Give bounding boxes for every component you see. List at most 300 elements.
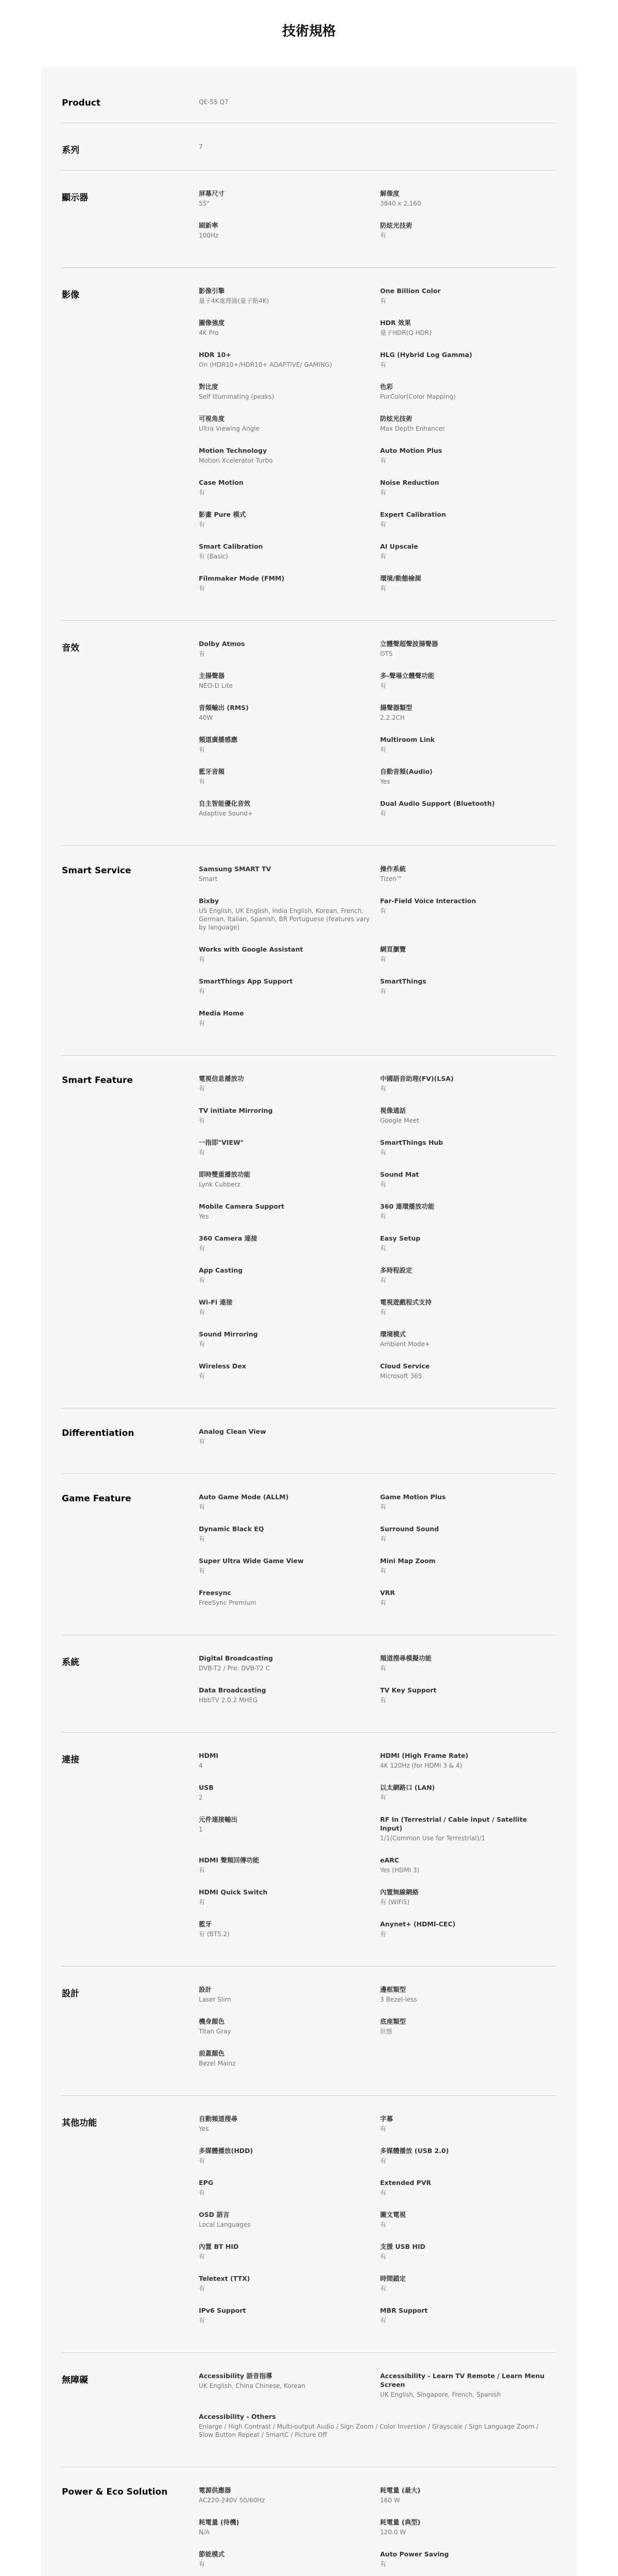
spec-item-value: Ambient Mode+ xyxy=(380,1341,431,1348)
spec-item-value: Titan Gray xyxy=(199,2028,231,2035)
section-title: Smart Service xyxy=(62,866,131,876)
spec-item-value: 有 (Basic) xyxy=(199,553,228,560)
spec-item-value: 3840 x 2,160 xyxy=(380,200,421,207)
spec-item-name: Accessibility - Learn TV Remote / Learn Menu Screen xyxy=(380,2372,545,2388)
spec-item xyxy=(380,478,556,510)
spec-item xyxy=(380,1362,556,1394)
spec-item xyxy=(199,639,380,671)
spec-item xyxy=(199,1330,380,1362)
spec-item-value: 有 xyxy=(199,2189,205,2196)
spec-item xyxy=(380,977,556,1009)
section-title: 顯示器 xyxy=(62,193,88,203)
spec-item xyxy=(380,1074,556,1106)
spec-item-value: Local Languages xyxy=(199,2221,251,2228)
spec-item-name: Auto Motion Plus xyxy=(380,447,442,454)
spec-item xyxy=(380,1920,556,1952)
section-body xyxy=(199,1985,556,2081)
spec-item-value: 有 xyxy=(199,2285,205,2292)
spec-item xyxy=(199,350,380,382)
spec-item-value: Bezel Mainz xyxy=(199,2060,236,2067)
spec-item xyxy=(380,1266,556,1298)
spec-item-value: 有 xyxy=(380,2189,387,2196)
spec-item-name: Digital Broadcasting xyxy=(199,1654,273,1662)
spec-item-name: 藍牙音頻 xyxy=(199,768,225,775)
spec-item-value: 有 xyxy=(380,2285,387,2292)
spec-item-name: 電源供應器 xyxy=(199,2486,231,2494)
spec-item xyxy=(199,1686,380,1718)
spec-item xyxy=(199,2306,380,2338)
spec-item-value: Adaptive Sound+ xyxy=(199,810,253,817)
spec-item xyxy=(380,865,556,896)
spec-item xyxy=(380,1330,556,1362)
spec-item-value: 有 xyxy=(199,650,205,657)
spec-item-name: 機身顏色 xyxy=(199,2018,225,2025)
spec-item xyxy=(380,2146,556,2178)
spec-item-value: 有 xyxy=(380,1794,387,1801)
spec-item-value: 3 Bezel-less xyxy=(380,1996,417,2003)
spec-item-name: Surround Sound xyxy=(380,1525,439,1533)
spec-item-value: PurColor(Color Mapping) xyxy=(380,393,456,400)
spec-item-name: HDMI Quick Switch xyxy=(199,1888,268,1896)
spec-item xyxy=(199,478,380,510)
spec-item-name: Auto Game Mode (ALLM) xyxy=(199,1493,289,1501)
spec-item-value: 有 xyxy=(380,585,387,592)
spec-item-name: Wireless Dex xyxy=(199,1362,246,1370)
spec-item-value: 有 xyxy=(380,2253,387,2260)
spec-item-name: Expert Calibration xyxy=(380,511,446,518)
spec-item xyxy=(380,1985,556,2017)
spec-item-value: 有 xyxy=(380,2317,387,2324)
spec-item xyxy=(380,542,556,574)
spec-item-name: 電視遊戲程式支持 xyxy=(380,1298,432,1306)
spec-item-name: Dual Audio Support (Bluetooth) xyxy=(380,800,495,807)
spec-section xyxy=(62,1733,556,1967)
spec-item-name: 環境/動態檢測 xyxy=(380,574,421,582)
spec-item-value: 有 xyxy=(199,988,205,995)
spec-item-value: 100Hz xyxy=(199,232,219,239)
spec-item-name: 影像引擎 xyxy=(199,287,225,295)
spec-item-name: EPG xyxy=(199,2179,213,2187)
spec-item-value: 有 xyxy=(199,1438,205,1445)
section-title: Differentiation xyxy=(62,1428,134,1438)
spec-item-value: 有 xyxy=(199,1372,205,1380)
spec-item xyxy=(199,2371,380,2412)
spec-item xyxy=(199,1783,380,1815)
spec-item-name: Game Motion Plus xyxy=(380,1493,446,1501)
spec-item-name: OSD 語言 xyxy=(199,2211,230,2218)
spec-item-name: eARC xyxy=(380,1856,399,1864)
spec-item-name: VRR xyxy=(380,1589,395,1597)
spec-item xyxy=(380,1493,556,1524)
spec-item-value: 有 xyxy=(199,489,205,496)
spec-item-value: 有 xyxy=(380,2561,387,2568)
section-title: Product xyxy=(62,98,100,108)
spec-item xyxy=(380,896,556,945)
spec-item xyxy=(199,977,380,1009)
spec-item-name: HDR 效果 xyxy=(380,319,411,327)
spec-item-value: 有 xyxy=(199,521,205,528)
spec-item xyxy=(199,1856,380,1888)
spec-item-value: 有 xyxy=(380,521,387,528)
spec-item xyxy=(199,1524,380,1556)
section-body xyxy=(199,865,556,1041)
spec-item-name: 視像通話 xyxy=(380,1107,406,1114)
spec-item xyxy=(199,735,380,767)
spec-item-value: 有 xyxy=(199,1503,205,1511)
spec-item xyxy=(380,767,556,799)
spec-item-name: 設計 xyxy=(199,1986,212,1993)
spec-item-name: SmartThings Hub xyxy=(380,1139,443,1146)
spec-item-value: 2 xyxy=(199,1794,203,1801)
spec-section xyxy=(62,123,556,171)
spec-item-name: HDMI 聲頻回傳功能 xyxy=(199,1856,260,1864)
spec-item xyxy=(199,896,380,945)
spec-item-name: 音頻輸出 (RMS) xyxy=(199,704,249,711)
section-title: 其他功能 xyxy=(62,2118,97,2128)
spec-item xyxy=(380,2486,556,2518)
section-title: 音效 xyxy=(62,643,79,653)
spec-item xyxy=(199,1556,380,1588)
spec-item xyxy=(199,1362,380,1394)
section-body xyxy=(199,142,556,156)
spec-item-value: 有 (WiFi5) xyxy=(380,1899,410,1906)
spec-item xyxy=(199,286,380,318)
spec-item xyxy=(380,945,556,977)
spec-item-value: 有 xyxy=(199,2317,205,2324)
spec-item-value: 有 xyxy=(380,1567,387,1574)
spec-item-name: Multiroom Link xyxy=(380,736,435,743)
section-body xyxy=(199,1493,556,1620)
spec-item xyxy=(380,574,556,606)
spec-item xyxy=(199,1751,380,1783)
spec-item-value: Ultra Viewing Angle xyxy=(199,425,260,432)
spec-item-value: 有 xyxy=(199,1567,205,1574)
spec-item-name: Smart Calibration xyxy=(199,543,263,550)
spec-item-value: On (HDR10+/HDR10+ ADAPTIVE/ GAMING) xyxy=(199,361,332,368)
spec-item-value: UK English, Singapore, French, Spanish xyxy=(380,2391,501,2398)
spec-item xyxy=(199,1074,380,1106)
spec-item xyxy=(199,221,380,253)
spec-item-value: 2.2.2CH xyxy=(380,714,405,721)
spec-item-name: TV Key Support xyxy=(380,1686,437,1694)
spec-item xyxy=(380,1138,556,1170)
spec-list xyxy=(41,67,577,2576)
spec-item xyxy=(380,2114,556,2146)
spec-item-name: Dolby Atmos xyxy=(199,640,245,648)
spec-item-value: 55" xyxy=(199,200,210,207)
spec-item-value: 有 xyxy=(199,1277,205,1284)
spec-item-name: Case Motion xyxy=(199,479,244,486)
page-title: 技術規格 xyxy=(282,24,336,39)
spec-section xyxy=(62,1056,556,1409)
spec-section xyxy=(62,2467,556,2576)
spec-item xyxy=(199,2049,380,2081)
spec-item-value: 有 xyxy=(380,361,387,368)
spec-item xyxy=(199,1493,380,1524)
spec-item-name: 支援 USB HID xyxy=(380,2243,425,2250)
spec-item-name: Far-Field Voice Interaction xyxy=(380,897,476,905)
spec-item-name: Dynamic Black EQ xyxy=(199,1525,264,1533)
spec-item-value: 有 xyxy=(199,2253,205,2260)
spec-item-name: 電視信息播放功 xyxy=(199,1075,244,1082)
spec-section xyxy=(62,1967,556,2096)
spec-item-name: 前蓋顏色 xyxy=(199,2049,225,2057)
spec-item-name: 可視角度 xyxy=(199,415,225,422)
spec-item xyxy=(380,1783,556,1815)
section-title: Smart Feature xyxy=(62,1075,133,1086)
spec-item-name: Accessibility 語音指導 xyxy=(199,2372,272,2380)
spec-item-name: Easy Setup xyxy=(380,1234,421,1242)
spec-item-name: IPv6 Support xyxy=(199,2307,246,2314)
spec-item xyxy=(199,703,380,735)
spec-item-name: Bixby xyxy=(199,897,219,905)
spec-item-value: 有 xyxy=(199,2157,205,2164)
spec-item-value: DVB-T2 / Pre: DVB-T2 C xyxy=(199,1665,270,1672)
spec-item-name: HLG (Hybrid Log Gamma) xyxy=(380,351,472,359)
spec-item-value: 有 xyxy=(199,585,205,592)
spec-item-value: Google Meet xyxy=(380,1117,419,1124)
spec-item xyxy=(199,767,380,799)
spec-item-value: 有 xyxy=(380,1181,387,1188)
spec-panel xyxy=(41,67,577,2576)
spec-item-name: 邊框類型 xyxy=(380,1986,406,1993)
spec-item-value: OTS xyxy=(380,650,393,657)
spec-item xyxy=(380,1815,556,1856)
spec-item-name: Samsung SMART TV xyxy=(199,865,271,873)
spec-item-value: 有 xyxy=(380,2157,387,2164)
spec-item xyxy=(380,286,556,318)
spec-item-name: 內置無線網絡 xyxy=(380,1888,419,1896)
spec-item-name: 色彩 xyxy=(380,383,393,391)
spec-item-value: 有 xyxy=(380,1665,387,1672)
section-body xyxy=(199,2371,556,2452)
spec-item xyxy=(199,510,380,542)
section-body xyxy=(199,1074,556,1394)
section-title: 無障礙 xyxy=(62,2375,88,2385)
spec-item-name: 操作系統 xyxy=(380,865,406,873)
spec-section xyxy=(62,268,556,621)
spec-item-name: 自動音頻(Audio) xyxy=(380,768,433,775)
spec-item-name: HDR 10+ xyxy=(199,351,231,359)
spec-item-value: 有 xyxy=(380,682,387,689)
spec-item xyxy=(199,382,380,414)
spec-item-name: 360 連環播放功能 xyxy=(380,1202,435,1210)
spec-item xyxy=(380,671,556,703)
spec-item xyxy=(380,2242,556,2274)
spec-item-name: Noise Reduction xyxy=(380,479,439,486)
spec-item-name: Analog Clean View xyxy=(199,1428,266,1435)
spec-item-name: 耗電量 (典型) xyxy=(380,2518,421,2526)
spec-section xyxy=(62,1635,556,1733)
spec-item-name: Anynet+ (HDMI-CEC) xyxy=(380,1920,456,1928)
spec-item xyxy=(199,1588,380,1620)
spec-item-value: 有 xyxy=(380,457,387,464)
spec-item-value: 有 xyxy=(199,1149,205,1156)
spec-item-name: 中國語音助理(FV)(LSA) xyxy=(380,1075,454,1082)
spec-item xyxy=(199,2412,556,2452)
spec-item-name: 揚聲器類型 xyxy=(380,704,413,711)
spec-item xyxy=(199,671,380,703)
spec-item-value: 有 xyxy=(380,1503,387,1511)
spec-item xyxy=(380,414,556,446)
section-body xyxy=(199,2114,556,2338)
spec-item-value: 4K 120Hz (for HDMI 3 & 4) xyxy=(380,1762,462,1769)
spec-item-value: 有 xyxy=(380,1277,387,1284)
spec-item-name: 影畫 Pure 模式 xyxy=(199,511,246,518)
spec-item-name: App Casting xyxy=(199,1266,243,1274)
spec-item xyxy=(199,1234,380,1266)
spec-item-name: RF In (Terrestrial / Cable input / Satellite Input) xyxy=(380,1816,527,1832)
spec-item-name: Wi-Fi 連接 xyxy=(199,1298,233,1306)
spec-item xyxy=(199,1266,380,1298)
spec-item xyxy=(380,1856,556,1888)
spec-item xyxy=(380,2178,556,2210)
spec-item-name: Extended PVR xyxy=(380,2179,432,2187)
spec-item xyxy=(199,1138,380,1170)
spec-item xyxy=(199,414,380,446)
spec-item-value: Max Depth Enhancer xyxy=(380,425,445,432)
spec-item-value: HbbTV 2.0.2 MHEG xyxy=(199,1697,258,1704)
spec-item xyxy=(380,1202,556,1234)
spec-item-name: 主揚聲器 xyxy=(199,672,225,680)
spec-item-name: 字幕 xyxy=(380,2115,393,2123)
spec-item-name: AI Upscale xyxy=(380,543,418,550)
spec-item xyxy=(380,1234,556,1266)
spec-item-value: 有 xyxy=(380,988,387,995)
spec-item-value: 有 xyxy=(380,489,387,496)
spec-item-name: 頻道搜尋模擬功能 xyxy=(380,1654,432,1662)
spec-item-name: 一指即"VIEW" xyxy=(199,1139,244,1146)
spec-item xyxy=(380,2210,556,2242)
spec-section xyxy=(62,171,556,268)
spec-item-value: NEO-D Lite xyxy=(199,682,233,689)
spec-item-name: 耗電量 (最大) xyxy=(380,2486,421,2494)
spec-item-value: 有 xyxy=(380,1149,387,1156)
spec-item xyxy=(380,1106,556,1138)
spec-item-name: 節能模式 xyxy=(199,2550,225,2558)
spec-item xyxy=(199,2242,380,2274)
spec-item xyxy=(199,1888,380,1920)
section-title: 連接 xyxy=(62,1755,79,1765)
section-title: 系列 xyxy=(62,145,79,156)
spec-item-value: Motion Xcelerator Turbo xyxy=(199,457,273,464)
spec-item xyxy=(199,446,380,478)
section-title: Game Feature xyxy=(62,1494,131,1504)
spec-item-value: 有 xyxy=(380,2125,387,2132)
spec-item-value: N/A xyxy=(199,2529,210,2536)
spec-item-value: 有 xyxy=(380,232,387,239)
spec-item-value: 有 xyxy=(199,1535,205,1543)
spec-section xyxy=(62,621,556,846)
spec-item-name: 環境模式 xyxy=(380,1330,406,1338)
spec-item-name: HDMI (High Frame Rate) xyxy=(380,1752,469,1759)
spec-item-name: 即時雙重播放功能 xyxy=(199,1171,251,1178)
spec-item-value: 40W xyxy=(199,714,213,721)
spec-item xyxy=(380,1170,556,1202)
spec-item xyxy=(199,945,380,977)
spec-item xyxy=(380,510,556,542)
spec-item-name: 解像度 xyxy=(380,190,400,197)
spec-item-name: 圖像強度 xyxy=(199,319,225,327)
spec-item-name: Freesync xyxy=(199,1589,231,1597)
section-body xyxy=(199,639,556,831)
spec-item-value: 120.0 W xyxy=(380,2529,406,2536)
spec-item xyxy=(380,2518,556,2550)
section-body xyxy=(199,189,556,253)
spec-item xyxy=(380,189,556,221)
spec-item xyxy=(199,542,380,574)
spec-item-value: 有 (BT5.2) xyxy=(199,1930,230,1938)
spec-item-value: 有 xyxy=(380,2221,387,2228)
spec-item-name: Mini Map Zoom xyxy=(380,1557,436,1565)
spec-item-name: Mobile Camera Support xyxy=(199,1202,284,1210)
spec-item-name: SmartThings xyxy=(380,977,426,985)
spec-item xyxy=(199,2486,380,2518)
section-title: 影像 xyxy=(62,290,79,300)
spec-item-value: Yes xyxy=(199,2125,209,2132)
spec-item xyxy=(199,1427,380,1459)
section-body xyxy=(199,286,556,606)
spec-item-value: Lynk Cubberz xyxy=(199,1181,241,1188)
spec-item xyxy=(380,2274,556,2306)
section-title: 設計 xyxy=(62,1989,79,1999)
section-body xyxy=(199,2486,556,2576)
spec-item-name: 內置 BT HID xyxy=(199,2243,239,2250)
spec-item-value: Microsoft 365 xyxy=(380,1372,422,1380)
spec-item-name: 耗電量 (待機) xyxy=(199,2518,239,2526)
spec-item-value: Yes (HDMI 3) xyxy=(380,1867,420,1874)
spec-section xyxy=(62,846,556,1056)
spec-item-name: 底座類型 xyxy=(380,2018,406,2025)
spec-item xyxy=(199,799,380,831)
spec-item xyxy=(199,2114,380,2146)
spec-item xyxy=(199,2518,380,2550)
spec-item xyxy=(199,574,380,606)
spec-item xyxy=(380,446,556,478)
section-body xyxy=(199,1427,556,1459)
spec-item xyxy=(380,1654,556,1686)
spec-item-name: 多媒體播放 (USB 2.0) xyxy=(380,2147,449,2155)
spec-item-name: Super Ultra Wide Game View xyxy=(199,1557,304,1565)
spec-item-name: HDMI xyxy=(199,1752,218,1759)
spec-item-value: 量子4K處理器(量子點4K) xyxy=(199,297,269,304)
spec-item-value: Enlarge / High Contrast / Multi-output Audio / Sign Zoom / Color Inversion / Grayscale / Sign Language Zoom / Slow Button Repeat / SmartC / Picture Off xyxy=(199,2423,539,2438)
spec-item xyxy=(199,318,380,350)
spec-item-value: 有 xyxy=(199,1867,205,1874)
spec-item-value: UK English, China Chinese, Korean xyxy=(199,2382,305,2389)
spec-item xyxy=(380,2371,556,2412)
spec-item xyxy=(199,865,380,896)
spec-item xyxy=(199,2017,380,2049)
spec-item xyxy=(380,1888,556,1920)
spec-item xyxy=(199,2178,380,2210)
spec-item-name: Teletext (TTX) xyxy=(199,2275,250,2282)
spec-item-value: AC220-240V 50/60Hz xyxy=(199,2497,265,2504)
spec-item-value: Self Illuminating (peaks) xyxy=(199,393,274,400)
spec-item-value: 有 xyxy=(380,907,387,914)
spec-item-value: 有 xyxy=(380,1245,387,1252)
spec-item xyxy=(199,1009,380,1041)
spec-item-value: 有 xyxy=(380,810,387,817)
spec-item-name: TV initiate Mirroring xyxy=(199,1107,273,1114)
spec-item-value: 有 xyxy=(380,1213,387,1220)
section-body xyxy=(199,97,556,108)
spec-item-name: 防炫光技術 xyxy=(380,415,413,422)
section-title: 系統 xyxy=(62,1657,79,1668)
spec-item-name: 自主智能優化音效 xyxy=(199,800,251,807)
spec-item-name: Auto Power Saving xyxy=(380,2550,449,2558)
spec-item-name: Sound Mat xyxy=(380,1171,419,1178)
